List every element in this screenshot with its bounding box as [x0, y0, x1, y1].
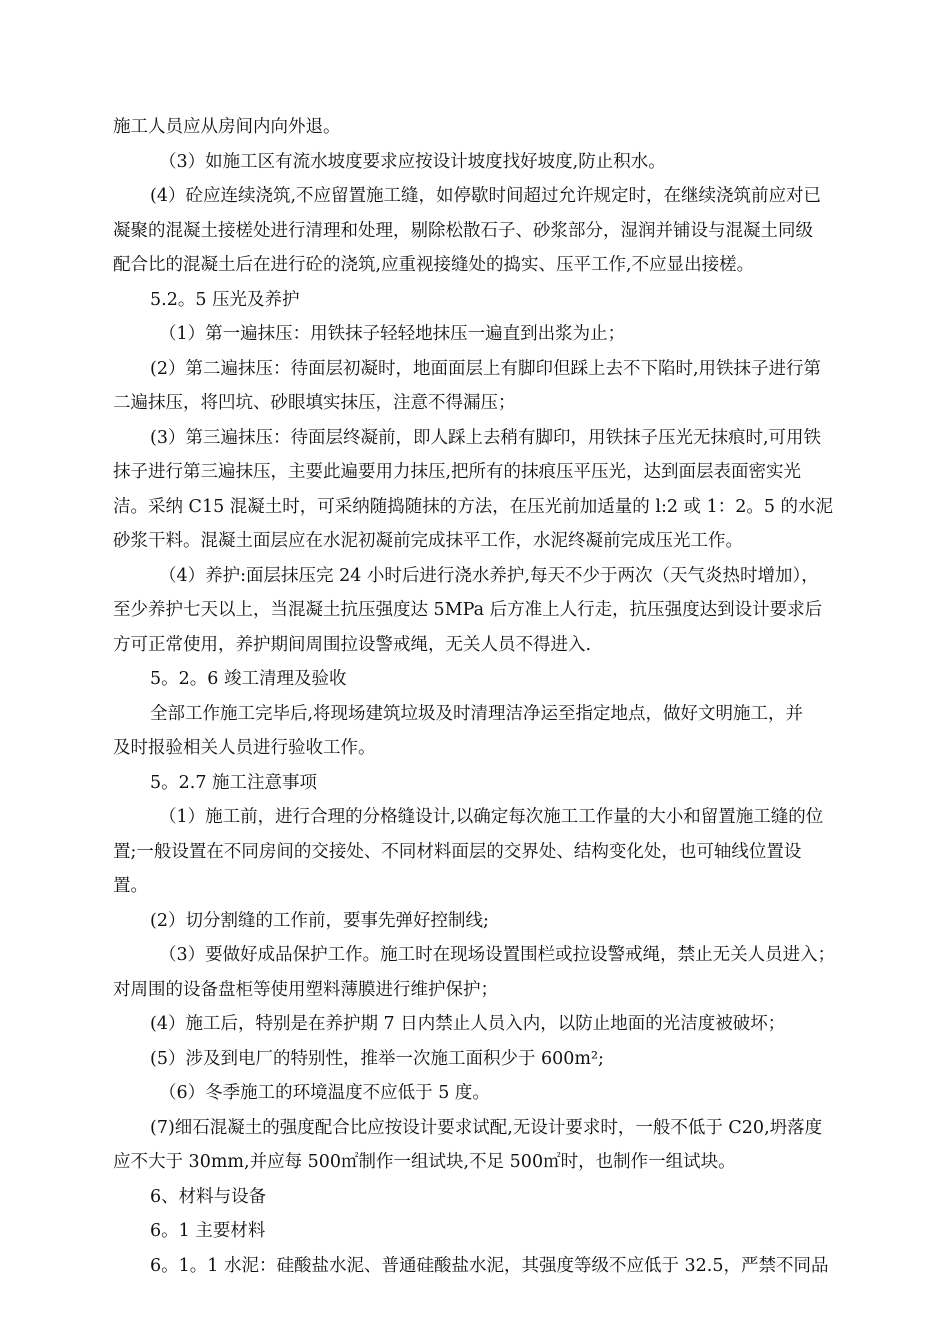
text-line: 全部工作施工完毕后,将现场建筑垃圾及时清理洁净运至指定地点，做好文明施工，并 [150, 703, 804, 724]
text-line: (5）涉及到电厂的特别性，推举一次施工面积少于 600m²; [150, 1048, 604, 1069]
text-line: (4）施工后，特别是在养护期 7 日内禁止人员入内，以防止地面的光洁度被破坏； [150, 1014, 786, 1034]
text-line: 至少养护七天以上，当混凝土抗压强度达 5MPa 后方准上人行走，抗压强度达到设计要求后 [113, 600, 823, 620]
text-line: 应不大于 30mm,并应每 500㎡制作一组试块,不足 500㎡时，也制作一组试块。 [113, 1152, 736, 1172]
text-line: (3）第三遍抹压：待面层终凝前，即人踩上去稍有脚印，用铁抹子压光无抹痕时,可用铁 [150, 427, 822, 448]
text-line: （6）冬季施工的环境温度不应低于 5 度。 [159, 1083, 490, 1103]
section-heading: 5。2。6 竣工清理及验收 [150, 669, 347, 689]
text-line: 置。 [113, 876, 148, 896]
text-line: 抹子进行第三遍抹压，主要此遍要用力抹压,把所有的抹痕压平压光，达到面层表面密实光 [113, 462, 802, 482]
text-line: （4）养护:面层抹压完 24 小时后进行浇水养护,每天不少于两次（天气炎热时增加）， [159, 565, 819, 586]
text-line: 方可正常使用，养护期间周围拉设警戒绳，无关人员不得进入. [113, 634, 592, 655]
text-line: 及时报验相关人员进行验收工作。 [113, 738, 376, 758]
text-line: 6。1。1 水泥：硅酸盐水泥、普通硅酸盐水泥，其强度等级不应低于 32.5，严禁不同品 [150, 1255, 829, 1276]
text-line: (2）切分割缝的工作前，要事先弹好控制线; [150, 910, 489, 931]
section-heading: 5。2.7 施工注意事项 [150, 772, 318, 793]
text-line: （3）要做好成品保护工作。施工时在现场设置围栏或拉设警戒绳，禁止无关人员进入； [159, 945, 836, 965]
text-line: （3）如施工区有流水坡度要求应按设计坡度找好坡度,防止积水。 [159, 151, 666, 172]
text-line: (2）第二遍抹压：待面层初凝时，地面面层上有脚印但踩上去不下陷时,用铁抹子进行第 [150, 358, 822, 379]
text-line: 对周围的设备盘柜等使用塑料薄膜进行维护保护； [113, 979, 498, 1000]
text-line: (4）砼应连续浇筑,不应留置施工缝，如停歇时间超过允许规定时，在继续浇筑前应对已 [150, 186, 822, 206]
text-line: 洁。采纳 C15 混凝土时，可采纳随捣随抹的方法，在压光前加适量的 l:2 或 1：2。5 的水泥 [113, 496, 834, 517]
text-line: 凝聚的混凝土接槎处进行清理和处理，剔除松散石子、砂浆部分，湿润并铺设与混凝土同级 [113, 220, 813, 241]
section-heading: 5.2。5 压光及养护 [150, 289, 300, 310]
text-line: 砂浆干料。混凝土面层应在水泥初凝前完成抹平工作，水泥终凝前完成压光工作。 [113, 531, 743, 551]
text-line: （1）第一遍抹压：用铁抹子轻轻地抹压一遍直到出浆为止； [159, 324, 626, 344]
text-line: 配合比的混凝土后在进行砼的浇筑,应重视接缝处的捣实、压平工作,不应显出接槎。 [113, 255, 755, 275]
section-heading: 6、材料与设备 [150, 1186, 267, 1207]
text-line: (7)细石混凝土的强度配合比应按设计要求试配,无设计要求时，一般不低于 C20,坍落度 [150, 1117, 823, 1138]
section-heading: 6。1 主要材料 [150, 1221, 266, 1241]
text-line: 二遍抹压，将凹坑、砂眼填实抹压，注意不得漏压； [113, 393, 516, 413]
text-line: 施工人员应从房间内向外退。 [113, 117, 341, 137]
text-line: 置;一般设置在不同房间的交接处、不同材料面层的交界处、结构变化处，也可轴线位置设 [113, 841, 802, 862]
document-body [113, 110, 885, 1283]
text-line: （1）施工前，进行合理的分格缝设计,以确定每次施工工作量的大小和留置施工缝的位 [159, 807, 824, 827]
